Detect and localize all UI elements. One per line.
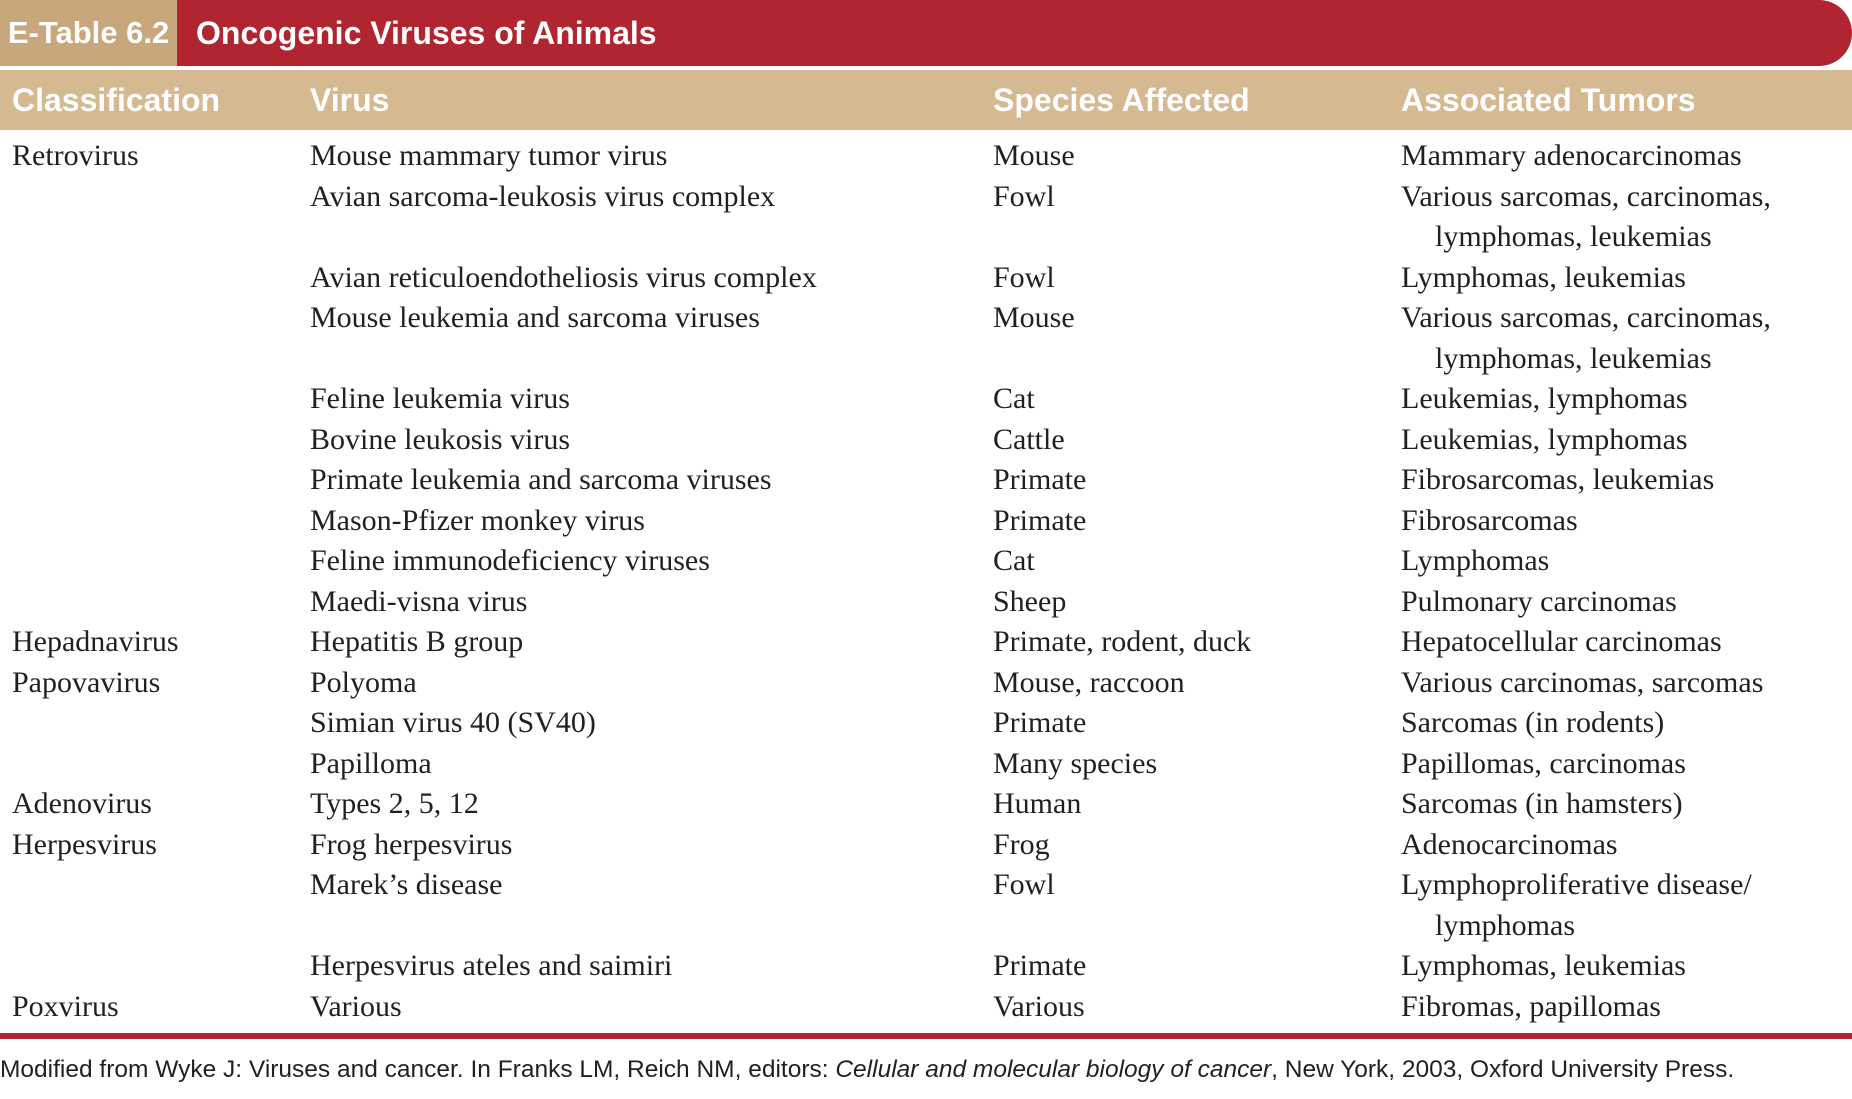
- cell-tumors: [1401, 298, 1771, 379]
- table-title-bar: [0, 0, 1852, 66]
- table-row: [0, 865, 1852, 946]
- cell-species: Cat: [993, 544, 1035, 577]
- cell-tumors: [1401, 703, 1664, 744]
- cell-species: Primate: [993, 463, 1087, 496]
- table-row: [0, 744, 1852, 785]
- tumor-line: Papillomas, carcinomas: [1401, 746, 1686, 780]
- cell-species: Fowl: [993, 179, 1055, 213]
- tumor-line: Lymphoproliferative disease/: [1401, 868, 1752, 901]
- tumor-line: Hepatocellular carcinomas: [1401, 625, 1722, 658]
- cell-virus: Mouse mammary tumor virus: [310, 139, 668, 172]
- cell-classification: Adenovirus: [12, 787, 152, 820]
- table-row: [0, 784, 1852, 825]
- tumor-line: Lymphomas, leukemias: [1401, 949, 1686, 982]
- cell-tumors: [1401, 946, 1686, 987]
- cell-species: Cattle: [993, 422, 1065, 456]
- cell-virus: Simian virus 40 (SV40): [310, 706, 596, 739]
- cell-tumors: [1401, 582, 1677, 623]
- table-row: [0, 460, 1852, 501]
- column-header-classification: Classification: [12, 82, 221, 118]
- tumor-line: lymphomas, leukemias: [1435, 341, 1712, 375]
- table-row: [0, 541, 1852, 582]
- table-row: [0, 258, 1852, 299]
- cell-tumors: [1401, 258, 1686, 299]
- cell-classification: Hepadnavirus: [12, 625, 179, 658]
- table-row: [0, 825, 1852, 866]
- cell-tumors: [1401, 541, 1549, 582]
- cell-species: Cat: [993, 382, 1035, 415]
- tumor-line: Various sarcomas, carcinomas,: [1401, 301, 1771, 334]
- cell-species: Mouse: [993, 301, 1075, 334]
- cell-species: Human: [993, 787, 1082, 820]
- cell-virus: Papilloma: [310, 746, 432, 780]
- table-source-footnote: [0, 1056, 1852, 1084]
- tumor-line: lymphomas: [1435, 908, 1575, 942]
- cell-virus: Primate leukemia and sarcoma viruses: [310, 463, 772, 496]
- table-row: [0, 582, 1852, 623]
- tumor-line: Leukemias, lymphomas: [1401, 422, 1688, 456]
- cell-classification: Herpesvirus: [12, 827, 157, 861]
- footnote-book-title: Cellular and molecular biology of cancer: [835, 1056, 1272, 1083]
- cell-tumors: [1401, 136, 1742, 177]
- table-bottom-rule: [0, 1033, 1852, 1039]
- tumor-line: Fibrosarcomas: [1401, 503, 1578, 537]
- cell-species: Sheep: [993, 584, 1067, 618]
- tumor-line: Leukemias, lymphomas: [1401, 382, 1688, 415]
- table-row: [0, 177, 1852, 258]
- cell-tumors: [1401, 177, 1771, 258]
- cell-species: Mouse: [993, 139, 1075, 172]
- cell-classification: Poxvirus: [12, 989, 119, 1023]
- tumor-line: Lymphomas, leukemias: [1401, 260, 1686, 294]
- tumor-line: Fibromas, papillomas: [1401, 989, 1661, 1023]
- table-row: [0, 987, 1852, 1028]
- cell-classification: Retrovirus: [12, 139, 139, 172]
- cell-tumors: [1401, 987, 1661, 1028]
- cell-tumors: [1401, 784, 1683, 825]
- tumor-line: Lymphomas: [1401, 544, 1550, 577]
- column-header-tumors: Associated Tumors: [1401, 82, 1696, 118]
- column-header-virus: Virus: [310, 82, 390, 118]
- table-row: [0, 298, 1852, 379]
- tumor-line: Pulmonary carcinomas: [1401, 584, 1677, 618]
- cell-species: Fowl: [993, 868, 1055, 901]
- table-row: [0, 622, 1852, 663]
- cell-virus: Maedi-visna virus: [310, 584, 528, 618]
- table-row: [0, 703, 1852, 744]
- cell-tumors: [1401, 744, 1686, 785]
- cell-virus: Avian sarcoma-leukosis virus complex: [310, 179, 776, 213]
- cell-tumors: [1401, 825, 1618, 866]
- cell-tumors: [1401, 420, 1688, 461]
- cell-virus: Frog herpesvirus: [310, 827, 513, 861]
- cell-species: Many species: [993, 746, 1158, 780]
- cell-species: Primate: [993, 706, 1087, 739]
- tumor-line: Mammary adenocarcinomas: [1401, 139, 1742, 172]
- footnote-prefix: Modified from Wyke J: Viruses and cancer. In Franks LM, Reich NM, editors:: [0, 1056, 836, 1083]
- cell-species: Frog: [993, 827, 1050, 861]
- tumor-line: Various carcinomas, sarcomas: [1401, 665, 1764, 699]
- tumor-line: Fibrosarcomas, leukemias: [1401, 463, 1715, 496]
- cell-virus: Mason-Pfizer monkey virus: [310, 503, 645, 537]
- cell-virus: Feline immunodeficiency viruses: [310, 544, 710, 577]
- table-row: [0, 420, 1852, 461]
- cell-species: Fowl: [993, 260, 1055, 294]
- cell-species: Mouse, raccoon: [993, 665, 1185, 699]
- cell-virus: Feline leukemia virus: [310, 382, 570, 415]
- cell-classification: Papovavirus: [12, 665, 161, 699]
- tumor-line: Sarcomas (in hamsters): [1401, 787, 1683, 820]
- tumor-line: Adenocarcinomas: [1401, 827, 1618, 861]
- cell-species: Various: [993, 989, 1085, 1023]
- cell-tumors: [1401, 663, 1763, 704]
- table-row: [0, 946, 1852, 987]
- cell-virus: Marek’s disease: [310, 868, 503, 901]
- table-header-row: [0, 70, 1852, 130]
- column-header-species: Species Affected: [993, 82, 1250, 118]
- cell-tumors: [1401, 865, 1752, 946]
- tumor-line: Sarcomas (in rodents): [1401, 706, 1665, 739]
- table-row: [0, 501, 1852, 542]
- table-row: [0, 379, 1852, 420]
- cell-virus: Hepatitis B group: [310, 625, 524, 658]
- cell-virus: Polyoma: [310, 665, 417, 699]
- cell-tumors: [1401, 460, 1714, 501]
- cell-tumors: [1401, 501, 1578, 542]
- cell-virus: Mouse leukemia and sarcoma viruses: [310, 301, 760, 334]
- cell-virus: Various: [310, 989, 402, 1023]
- table-body: [0, 136, 1852, 1027]
- table-number-tag: E-Table 6.2: [0, 0, 177, 66]
- tumor-line: Various sarcomas, carcinomas,: [1401, 179, 1771, 213]
- cell-virus: Herpesvirus ateles and saimiri: [310, 949, 673, 982]
- cell-virus: Types 2, 5, 12: [310, 787, 479, 820]
- cell-virus: Bovine leukosis virus: [310, 422, 570, 456]
- footnote-suffix: , New York, 2003, Oxford University Press.: [1271, 1056, 1735, 1083]
- cell-tumors: [1401, 622, 1722, 663]
- cell-species: Primate: [993, 503, 1087, 537]
- cell-virus: Avian reticuloendotheliosis virus complex: [310, 260, 817, 294]
- cell-species: Primate: [993, 949, 1087, 982]
- tumor-line: lymphomas, leukemias: [1435, 220, 1712, 253]
- cell-species: Primate, rodent, duck: [993, 625, 1252, 658]
- cell-tumors: [1401, 379, 1688, 420]
- table-title: Oncogenic Viruses of Animals: [196, 15, 657, 51]
- table-row: [0, 136, 1852, 177]
- table-row: [0, 663, 1852, 704]
